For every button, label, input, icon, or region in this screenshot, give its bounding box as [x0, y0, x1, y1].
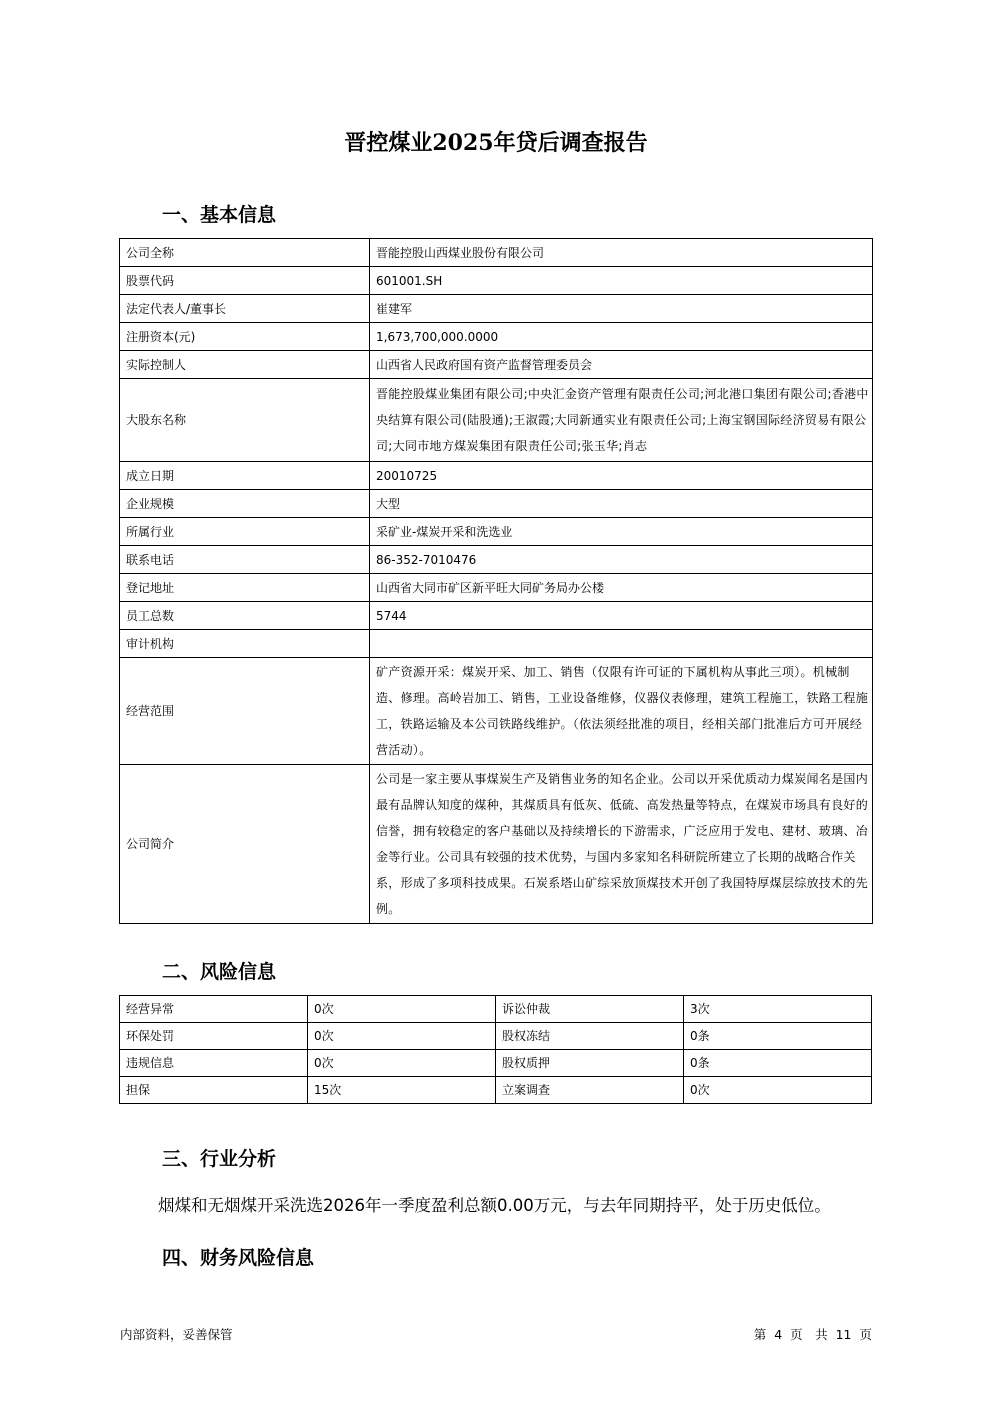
- risk-value: 0条: [684, 1023, 872, 1050]
- risk-value: 15次: [308, 1077, 496, 1104]
- section-heading-risk-info: 二、风险信息: [162, 961, 277, 983]
- row-value: 晋能控股煤业集团有限公司;中央汇金资产管理有限责任公司;河北港口集团有限公司;香港中央结算有限公司(陆股通);王淑霞;大同新通实业有限责任公司;上海宝钢国际经济贸易有限公司;大同市地方煤炭集团有限责任公司;张玉华;肖志: [370, 379, 873, 462]
- row-value: 山西省大同市矿区新平旺大同矿务局办公楼: [370, 574, 873, 602]
- risk-label: 违规信息: [120, 1050, 308, 1077]
- row-label: 登记地址: [120, 574, 370, 602]
- risk-info-table: [119, 995, 872, 1104]
- row-value: 崔建军: [370, 295, 873, 323]
- row-value: [370, 630, 873, 658]
- row-label: 经营范围: [120, 658, 370, 765]
- industry-analysis-text: 烟煤和无烟煤开采洗选2026年一季度盈利总额0.00万元，与去年同期持平，处于历史低位。: [158, 1196, 831, 1215]
- table-row: [120, 1077, 872, 1104]
- row-label: 审计机构: [120, 630, 370, 658]
- table-row: [120, 239, 873, 267]
- row-label: 公司全称: [120, 239, 370, 267]
- footer-confidential-note: 内部资料，妥善保管: [120, 1327, 233, 1342]
- row-value: 大型: [370, 490, 873, 518]
- table-row: [120, 1050, 872, 1077]
- table-row: [120, 1023, 872, 1050]
- table-row: [120, 267, 873, 295]
- table-row: [120, 546, 873, 574]
- row-label: 成立日期: [120, 462, 370, 490]
- row-label: 企业规模: [120, 490, 370, 518]
- risk-label: 经营异常: [120, 996, 308, 1023]
- risk-label: 诉讼仲裁: [496, 996, 684, 1023]
- table-row: [120, 630, 873, 658]
- risk-label: 立案调查: [496, 1077, 684, 1104]
- row-value: 20010725: [370, 462, 873, 490]
- risk-value: 0次: [308, 1023, 496, 1050]
- table-row: [120, 462, 873, 490]
- table-row: [120, 351, 873, 379]
- row-label: 法定代表人/董事长: [120, 295, 370, 323]
- row-label: 实际控制人: [120, 351, 370, 379]
- section-heading-industry-analysis: 三、行业分析: [162, 1148, 277, 1170]
- section-heading-financial-risk: 四、财务风险信息: [162, 1247, 315, 1269]
- table-row: [120, 765, 873, 924]
- row-label: 股票代码: [120, 267, 370, 295]
- row-label: 联系电话: [120, 546, 370, 574]
- row-label: 员工总数: [120, 602, 370, 630]
- table-row: [120, 323, 873, 351]
- row-value: 5744: [370, 602, 873, 630]
- row-label: 公司简介: [120, 765, 370, 924]
- row-value: 1,673,700,000.0000: [370, 323, 873, 351]
- row-label: 注册资本(元): [120, 323, 370, 351]
- row-value: 晋能控股山西煤业股份有限公司: [370, 239, 873, 267]
- risk-value: 3次: [684, 996, 872, 1023]
- table-row: [120, 490, 873, 518]
- risk-value: 0次: [308, 1050, 496, 1077]
- table-row: [120, 379, 873, 462]
- table-row: [120, 295, 873, 323]
- risk-label: 担保: [120, 1077, 308, 1104]
- row-label: 所属行业: [120, 518, 370, 546]
- basic-info-table: [119, 238, 873, 924]
- row-value: 601001.SH: [370, 267, 873, 295]
- risk-label: 股权冻结: [496, 1023, 684, 1050]
- row-value: 公司是一家主要从事煤炭生产及销售业务的知名企业。公司以开采优质动力煤炭闻名是国内最有品牌认知度的煤种，其煤质具有低灰、低硫、高发热量等特点，在煤炭市场具有良好的信誉，拥有较稳定的客户基础以及持续增长的下游需求，广泛应用于发电、建材、玻璃、冶金等行业。公司具有较强的技术优势，与国内多家知名科研院所建立了长期的战略合作关系，形成了多项科技成果。石炭系塔山矿综采放顶煤技术开创了我国特厚煤层综放技术的先例。: [370, 765, 873, 924]
- row-value: 86-352-7010476: [370, 546, 873, 574]
- risk-value: 0条: [684, 1050, 872, 1077]
- table-row: [120, 602, 873, 630]
- row-value: 山西省人民政府国有资产监督管理委员会: [370, 351, 873, 379]
- table-row: [120, 518, 873, 546]
- table-row: [120, 996, 872, 1023]
- table-row: [120, 574, 873, 602]
- row-value: 采矿业-煤炭开采和洗选业: [370, 518, 873, 546]
- section-heading-basic-info: 一、基本信息: [162, 204, 277, 226]
- risk-value: 0次: [684, 1077, 872, 1104]
- footer-page-number: 第 4 页 共 11 页: [753, 1327, 872, 1342]
- risk-value: 0次: [308, 996, 496, 1023]
- risk-label: 环保处罚: [120, 1023, 308, 1050]
- row-label: 大股东名称: [120, 379, 370, 462]
- risk-label: 股权质押: [496, 1050, 684, 1077]
- page-title: 晋控煤业2025年贷后调查报告: [344, 130, 648, 156]
- table-row: [120, 658, 873, 765]
- row-value: 矿产资源开采：煤炭开采、加工、销售（仅限有许可证的下属机构从事此三项）。机械制造、修理。高岭岩加工、销售，工业设备维修，仪器仪表修理，建筑工程施工，铁路工程施工，铁路运输及本公司铁路线维护。（依法须经批准的项目，经相关部门批准后方可开展经营活动）。: [370, 658, 873, 765]
